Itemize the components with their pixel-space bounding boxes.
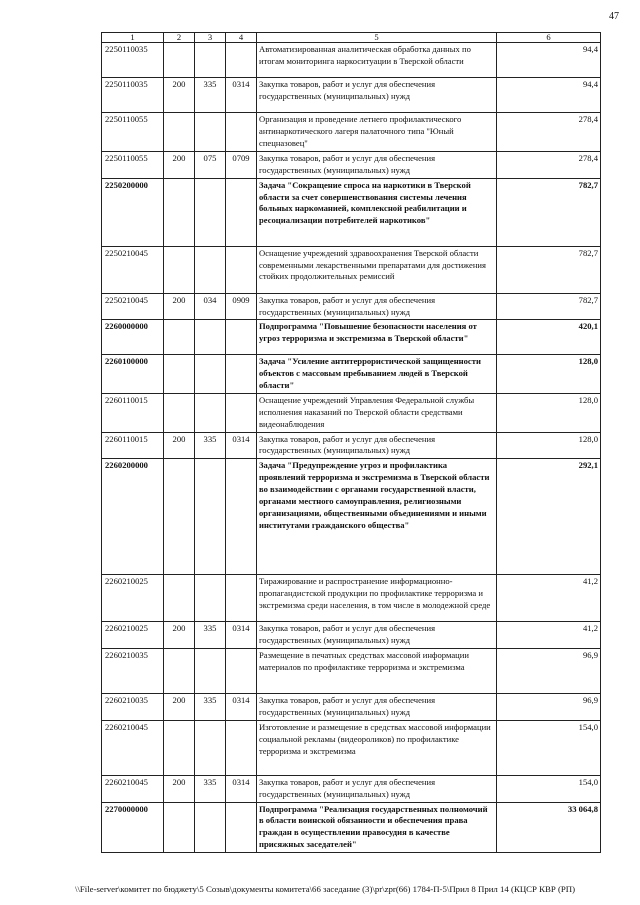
- row-code: 2260210045: [102, 775, 164, 802]
- file-path-footer: \\File-server\комитет по бюджету\5 Созыв\документы комитета\66 заседание (3)\pr\zpr(66) 1784-П-5\Прил 8 Прил 14 (КЦСР КВР (РП): [75, 884, 576, 894]
- table-row: [102, 43, 601, 78]
- row-col-2: 200: [164, 293, 195, 320]
- row-description: Тиражирование и распространение информационно-пропагандистской продукции по профилактике терроризма и экстремизма среди населения, в том числе в молодежной среде: [257, 575, 497, 622]
- row-code: 2260100000: [102, 355, 164, 394]
- row-code: 2260210035: [102, 694, 164, 721]
- row-col-2: [164, 178, 195, 246]
- row-amount: 782,7: [497, 178, 601, 246]
- row-col-2: [164, 649, 195, 694]
- table-row: [102, 355, 601, 394]
- row-amount: 154,0: [497, 775, 601, 802]
- row-col-2: [164, 802, 195, 852]
- row-amount: 94,4: [497, 78, 601, 113]
- row-code: 2260210025: [102, 575, 164, 622]
- row-code: 2260000000: [102, 320, 164, 355]
- row-description: Организация и проведение летнего профилактического антинаркотического лагеря палаточного типа "Юный спецназовец": [257, 113, 497, 152]
- table-row: [102, 78, 601, 113]
- row-col-2: [164, 113, 195, 152]
- row-col-3: [195, 649, 226, 694]
- row-col-3: [195, 43, 226, 78]
- row-col-4: 0314: [226, 622, 257, 649]
- row-col-2: [164, 355, 195, 394]
- row-col-2: [164, 246, 195, 293]
- row-amount: 128,0: [497, 432, 601, 459]
- row-col-2: 200: [164, 432, 195, 459]
- row-col-4: 0709: [226, 152, 257, 179]
- row-code: 2250110035: [102, 78, 164, 113]
- row-col-3: [195, 459, 226, 575]
- row-amount: 782,7: [497, 293, 601, 320]
- row-amount: 128,0: [497, 355, 601, 394]
- table-header-row: [102, 33, 601, 43]
- row-col-4: [226, 394, 257, 433]
- row-col-4: 0314: [226, 775, 257, 802]
- row-description: Задача "Сокращение спроса на наркотики в Тверской области за счет совершенствования системы лечения больных наркоманией, комплексной реабилитации и ресоциализации потребителей наркотиков": [257, 178, 497, 246]
- row-amount: 782,7: [497, 246, 601, 293]
- row-col-3: [195, 113, 226, 152]
- row-col-4: 0314: [226, 78, 257, 113]
- row-col-2: [164, 394, 195, 433]
- row-code: 2250210045: [102, 293, 164, 320]
- table-row: [102, 622, 601, 649]
- table-row: [102, 152, 601, 179]
- table-row: [102, 775, 601, 802]
- row-col-2: [164, 575, 195, 622]
- row-col-3: [195, 355, 226, 394]
- row-col-4: 0314: [226, 432, 257, 459]
- table-row: [102, 459, 601, 575]
- row-description: Подпрограмма "Реализация государственных полномочий в области воинской обязанности и обеспечения права граждан в осуществлении правосудия в качестве присяжных заседателей": [257, 802, 497, 852]
- row-col-3: [195, 575, 226, 622]
- row-col-2: [164, 320, 195, 355]
- header-col-1: 1: [102, 33, 164, 43]
- row-col-3: [195, 802, 226, 852]
- row-col-4: [226, 355, 257, 394]
- row-description: Закупка товаров, работ и услуг для обеспечения государственных (муниципальных) нужд: [257, 694, 497, 721]
- row-col-4: [226, 320, 257, 355]
- row-col-2: 200: [164, 622, 195, 649]
- header-col-5: 5: [257, 33, 497, 43]
- row-col-3: [195, 720, 226, 775]
- row-col-4: 0314: [226, 694, 257, 721]
- row-description: Закупка товаров, работ и услуг для обеспечения государственных (муниципальных) нужд: [257, 78, 497, 113]
- row-amount: 41,2: [497, 575, 601, 622]
- row-code: 2250200000: [102, 178, 164, 246]
- table-row: [102, 394, 601, 433]
- row-col-3: 335: [195, 78, 226, 113]
- row-description: Оснащение учреждений здравоохранения Тверской области современными лекарственными препаратами для достижения стойких продолжительных ремиссий: [257, 246, 497, 293]
- row-col-2: [164, 720, 195, 775]
- row-col-4: [226, 43, 257, 78]
- row-code: 2250110055: [102, 152, 164, 179]
- row-description: Оснащение учреждений Управления Федеральной службы исполнения наказаний по Тверской области средствами видеонаблюдения: [257, 394, 497, 433]
- row-code: 2250110055: [102, 113, 164, 152]
- row-description: Автоматизированная аналитическая обработка данных по итогам мониторинга наркоситуации в Тверской области: [257, 43, 497, 78]
- row-amount: 96,9: [497, 649, 601, 694]
- row-code: 2260210035: [102, 649, 164, 694]
- row-col-2: 200: [164, 152, 195, 179]
- row-description: Закупка товаров, работ и услуг для обеспечения государственных (муниципальных) нужд: [257, 775, 497, 802]
- row-description: Закупка товаров, работ и услуг для обеспечения государственных (муниципальных) нужд: [257, 293, 497, 320]
- row-description: Закупка товаров, работ и услуг для обеспечения государственных (муниципальных) нужд: [257, 152, 497, 179]
- budget-table: [101, 32, 601, 853]
- row-col-3: [195, 394, 226, 433]
- row-amount: 278,4: [497, 113, 601, 152]
- table-row: [102, 432, 601, 459]
- row-code: 2260210025: [102, 622, 164, 649]
- header-col-4: 4: [226, 33, 257, 43]
- table-row: [102, 649, 601, 694]
- row-col-4: [226, 113, 257, 152]
- row-amount: 94,4: [497, 43, 601, 78]
- row-col-4: [226, 178, 257, 246]
- table-row: [102, 320, 601, 355]
- header-col-3: 3: [195, 33, 226, 43]
- row-col-2: 200: [164, 775, 195, 802]
- row-amount: 96,9: [497, 694, 601, 721]
- row-description: Подпрограмма "Повышение безопасности населения от угроз терроризма и экстремизма в Тверской области": [257, 320, 497, 355]
- row-description: Закупка товаров, работ и услуг для обеспечения государственных (муниципальных) нужд: [257, 432, 497, 459]
- row-code: 2260200000: [102, 459, 164, 575]
- row-col-4: [226, 246, 257, 293]
- table-row: [102, 113, 601, 152]
- row-code: 2250210045: [102, 246, 164, 293]
- row-col-3: 075: [195, 152, 226, 179]
- row-col-3: 335: [195, 775, 226, 802]
- row-col-3: [195, 246, 226, 293]
- row-col-3: 335: [195, 622, 226, 649]
- page-number: 47: [609, 11, 619, 22]
- row-description: Закупка товаров, работ и услуг для обеспечения государственных (муниципальных) нужд: [257, 622, 497, 649]
- row-amount: 154,0: [497, 720, 601, 775]
- row-description: Размещение в печатных средствах массовой информации материалов по профилактике терроризма и экстремизма: [257, 649, 497, 694]
- row-code: 2270000000: [102, 802, 164, 852]
- row-col-4: [226, 649, 257, 694]
- table-row: [102, 293, 601, 320]
- row-description: Изготовление и размещение в средствах массовой информации социальной рекламы (видеороликов) по профилактике терроризма и экстремизма: [257, 720, 497, 775]
- table-row: [102, 575, 601, 622]
- header-col-6: 6: [497, 33, 601, 43]
- table-row: [102, 246, 601, 293]
- row-code: 2260110015: [102, 394, 164, 433]
- header-col-2: 2: [164, 33, 195, 43]
- row-col-2: [164, 43, 195, 78]
- row-amount: 420,1: [497, 320, 601, 355]
- row-col-2: 200: [164, 78, 195, 113]
- row-col-4: [226, 575, 257, 622]
- row-col-4: [226, 720, 257, 775]
- row-col-4: [226, 459, 257, 575]
- row-amount: 292,1: [497, 459, 601, 575]
- row-col-4: 0909: [226, 293, 257, 320]
- row-code: 2260110015: [102, 432, 164, 459]
- row-code: 2250110035: [102, 43, 164, 78]
- row-amount: 41,2: [497, 622, 601, 649]
- row-col-2: [164, 459, 195, 575]
- table-row: [102, 178, 601, 246]
- row-amount: 33 064,8: [497, 802, 601, 852]
- row-col-4: [226, 802, 257, 852]
- row-col-3: [195, 320, 226, 355]
- row-amount: 128,0: [497, 394, 601, 433]
- row-amount: 278,4: [497, 152, 601, 179]
- table-row: [102, 694, 601, 721]
- row-col-3: [195, 178, 226, 246]
- row-description: Задача "Усиление антитеррористической защищенности объектов с массовым пребыванием людей в Тверской области": [257, 355, 497, 394]
- row-col-3: 034: [195, 293, 226, 320]
- table-row: [102, 720, 601, 775]
- row-col-2: 200: [164, 694, 195, 721]
- row-code: 2260210045: [102, 720, 164, 775]
- table-row: [102, 802, 601, 852]
- row-col-3: 335: [195, 432, 226, 459]
- row-description: Задача "Предупреждение угроз и профилактика проявлений терроризма и экстремизма в Тверской области во взаимодействии с органами государственной власти, органами местного самоуправления, религиозными организациями, общественными объединениями и иными институтами гражданского общества": [257, 459, 497, 575]
- row-col-3: 335: [195, 694, 226, 721]
